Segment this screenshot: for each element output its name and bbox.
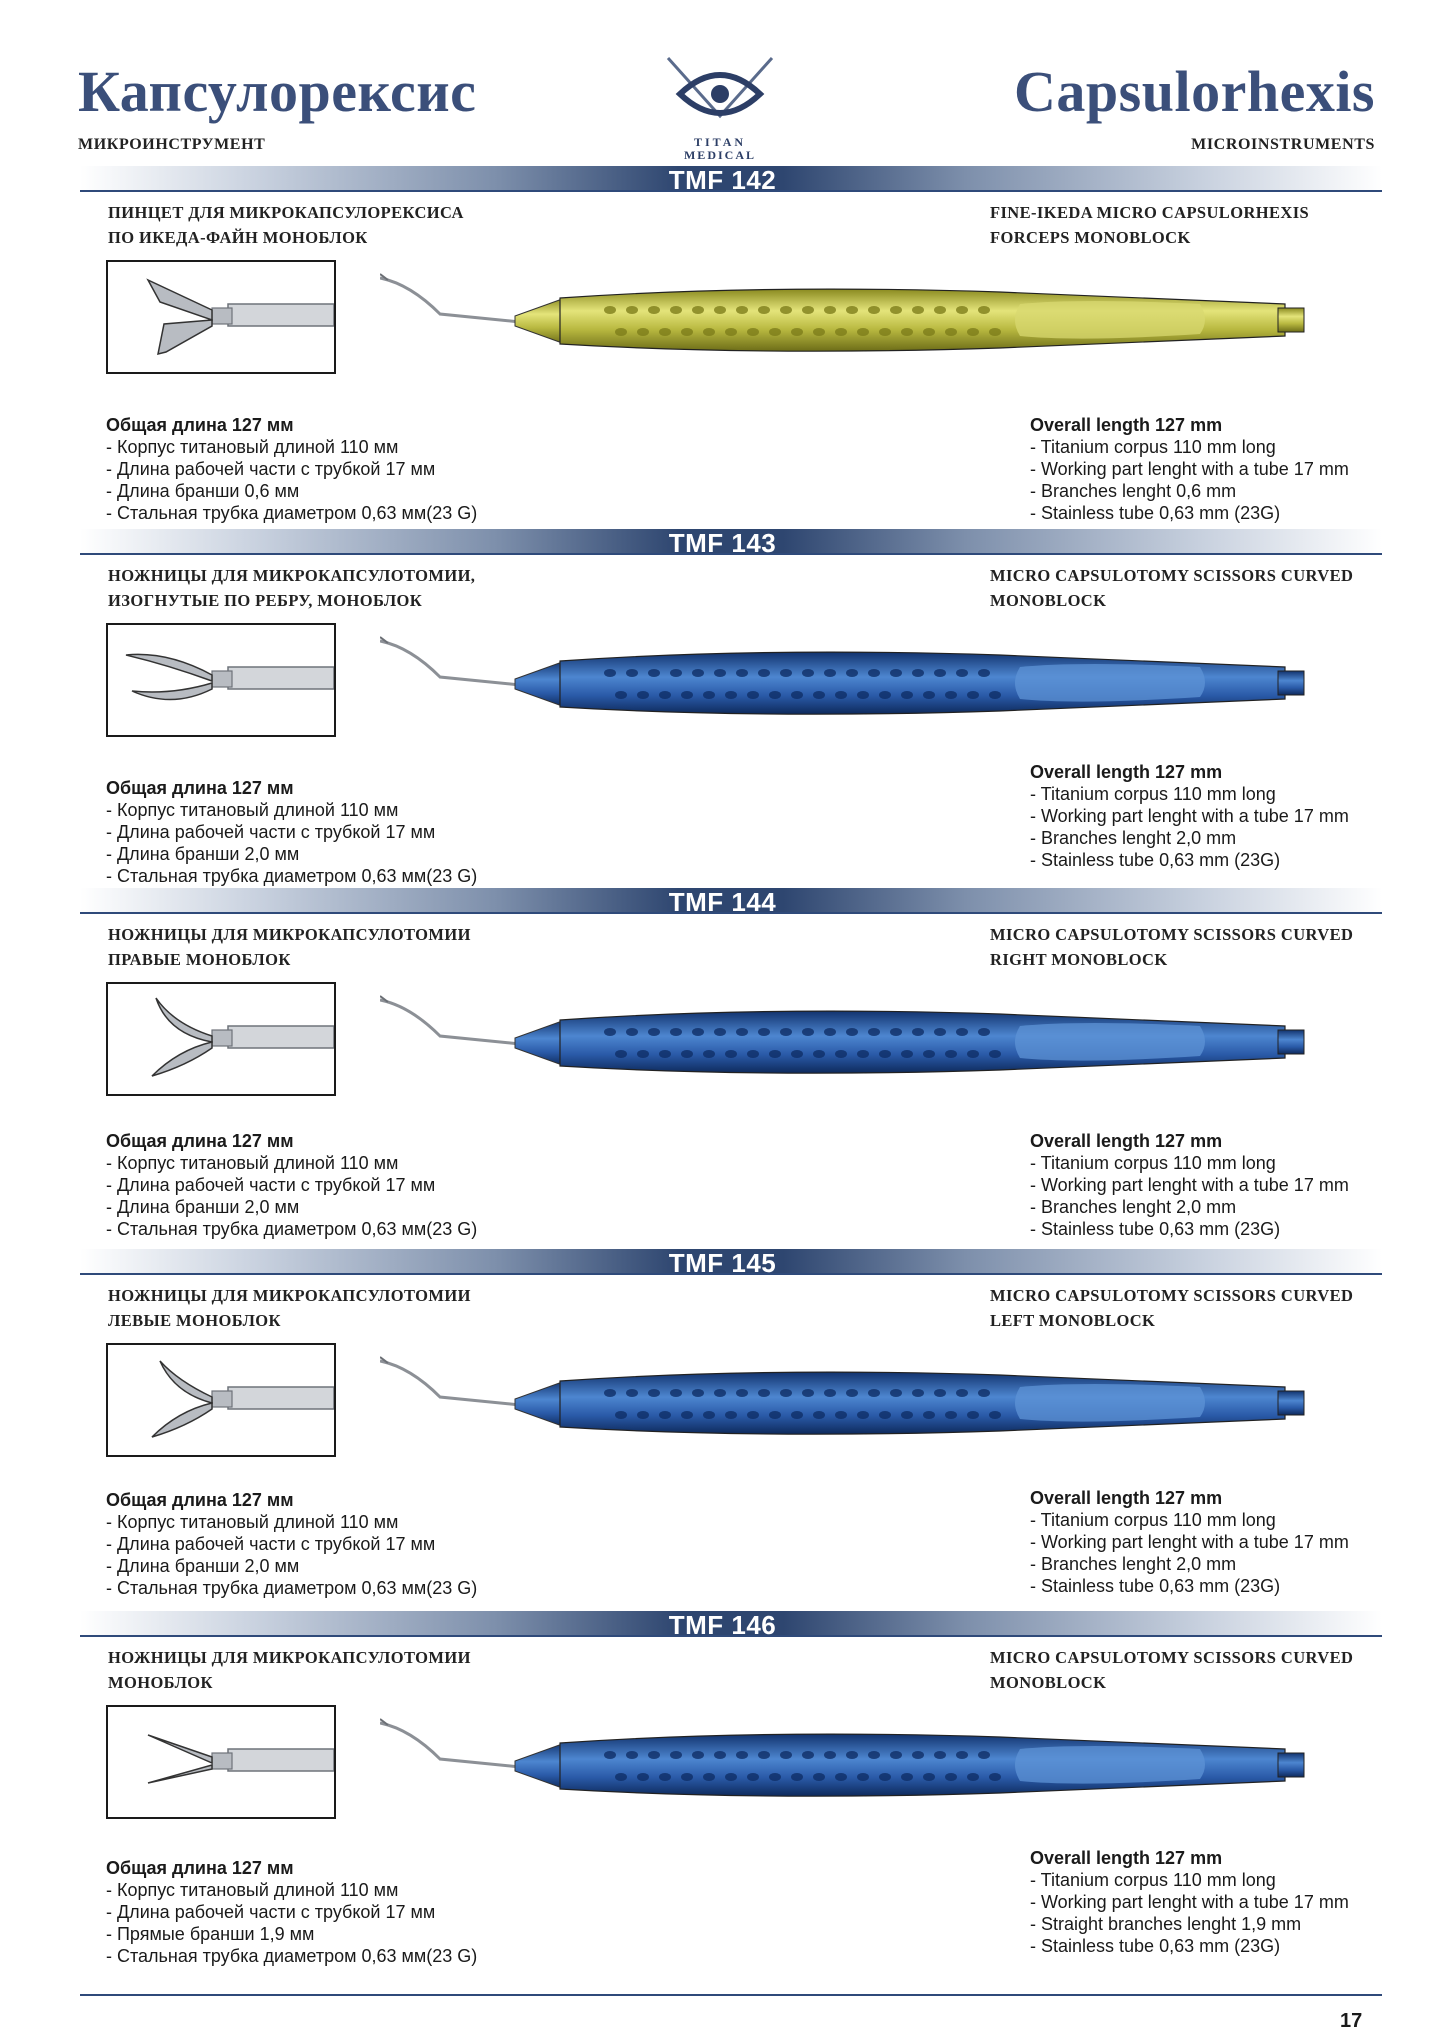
spec-list-en (1030, 1487, 1410, 1597)
overall-length-ru: Общая длина 127 мм (106, 415, 294, 435)
spec-item-en: - Working part lenght with a tube 17 mm (1030, 1175, 1349, 1195)
spec-item-ru: - Корпус титановый длиной 110 мм (106, 1153, 399, 1173)
spec-item-en: - Branches lenght 2,0 mm (1030, 1197, 1237, 1217)
spec-list-en (1030, 414, 1410, 524)
spec-list-ru (106, 414, 586, 524)
spec-list-ru (106, 1130, 586, 1240)
page-title-ru: Капсулорексис (78, 59, 477, 124)
heading-line: ПО ИКЕДА-ФАЙН МОНОБЛОК (108, 228, 368, 247)
spec-item-en: - Stainless tube 0,63 mm (23G) (1030, 1576, 1281, 1596)
product-code: TMF 146 (668, 1610, 777, 1640)
heading-line: MICRO CAPSULOTOMY SCISSORS CURVED (990, 1648, 1354, 1667)
spec-item-ru: - Длина бранши 2,0 мм (106, 1556, 300, 1576)
spec-item-ru: - Стальная трубка диаметром 0,63 мм(23 G) (106, 1946, 478, 1966)
instrument-handle-icon (380, 1685, 1310, 1835)
spec-item-ru: - Длина рабочей части с трубкой 17 мм (106, 1902, 436, 1922)
spec-item-en: - Branches lenght 2,0 mm (1030, 828, 1237, 848)
spec-item-en: - Titanium corpus 110 mm long (1030, 1153, 1276, 1173)
product-section (0, 1611, 1445, 1973)
heading-line: MICRO CAPSULOTOMY SCISSORS CURVED (990, 566, 1354, 585)
overall-length-en: Overall length 127 mm (1030, 1488, 1223, 1508)
spec-item-ru: - Корпус титановый длиной 110 мм (106, 437, 399, 457)
heading-line: MONOBLOCK (990, 1673, 1107, 1692)
page-subtitle-ru: МИКРОИНСТРУМЕНТ (78, 136, 266, 153)
heading-line: ПРАВЫЕ МОНОБЛОК (108, 950, 291, 969)
spec-item-ru: - Стальная трубка диаметром 0,63 мм(23 G) (106, 503, 478, 523)
page-number: 17 (1340, 2010, 1363, 2032)
product-section (0, 888, 1445, 1250)
instrument-handle-icon (380, 603, 1310, 753)
titan-medical-logo-icon (650, 50, 790, 160)
overall-length-ru: Общая длина 127 мм (106, 778, 294, 798)
spec-item-en: - Titanium corpus 110 mm long (1030, 784, 1276, 804)
product-section (0, 166, 1445, 528)
spec-item-en: - Working part lenght with a tube 17 mm (1030, 1892, 1349, 1912)
product-code: TMF 143 (668, 528, 777, 558)
heading-line: ЛЕВЫЕ МОНОБЛОК (108, 1311, 281, 1330)
heading-line: МОНОБЛОК (108, 1673, 213, 1692)
spec-item-ru: - Корпус титановый длиной 110 мм (106, 800, 399, 820)
spec-item-en: - Titanium corpus 110 mm long (1030, 1870, 1276, 1890)
spec-item-ru: - Стальная трубка диаметром 0,63 мм(23 G) (106, 1578, 478, 1598)
heading-line: НОЖНИЦЫ ДЛЯ МИКРОКАПСУЛОТОМИИ, (108, 566, 476, 585)
product-code: TMF 144 (668, 887, 777, 917)
heading-line: НОЖНИЦЫ ДЛЯ МИКРОКАПСУЛОТОМИИ (108, 925, 471, 944)
heading-line: LEFT MONOBLOCK (990, 1311, 1156, 1330)
spec-item-en: - Stainless tube 0,63 mm (23G) (1030, 1219, 1281, 1239)
spec-item-en: - Titanium corpus 110 mm long (1030, 437, 1276, 457)
product-section (0, 529, 1445, 891)
spec-item-en: - Working part lenght with a tube 17 mm (1030, 459, 1349, 479)
heading-line: НОЖНИЦЫ ДЛЯ МИКРОКАПСУЛОТОМИИ (108, 1648, 471, 1667)
spec-item-en: - Branches lenght 0,6 mm (1030, 481, 1237, 501)
overall-length-en: Overall length 127 mm (1030, 1848, 1223, 1868)
bottom-divider (80, 1994, 1382, 1996)
scissors-tip-icon (106, 1705, 336, 1819)
heading-line: НОЖНИЦЫ ДЛЯ МИКРОКАПСУЛОТОМИИ (108, 1286, 471, 1305)
overall-length-ru: Общая длина 127 мм (106, 1490, 294, 1510)
spec-item-ru: - Стальная трубка диаметром 0,63 мм(23 G) (106, 1219, 478, 1239)
heading-line: MICRO CAPSULOTOMY SCISSORS CURVED (990, 925, 1354, 944)
overall-length-en: Overall length 127 mm (1030, 762, 1223, 782)
spec-list-ru (106, 777, 586, 887)
spec-item-en: - Titanium corpus 110 mm long (1030, 1510, 1276, 1530)
spec-item-ru: - Длина рабочей части с трубкой 17 мм (106, 459, 436, 479)
instrument-handle-icon (380, 962, 1310, 1112)
spec-item-en: - Working part lenght with a tube 17 mm (1030, 1532, 1349, 1552)
heading-line: RIGHT MONOBLOCK (990, 950, 1168, 969)
heading-line: MONOBLOCK (990, 591, 1107, 610)
product-code: TMF 145 (668, 1248, 777, 1278)
spec-list-ru (106, 1489, 586, 1599)
scissors-tip-icon (106, 623, 336, 737)
spec-item-ru: - Длина рабочей части с трубкой 17 мм (106, 1175, 436, 1195)
page-title-en: Capsulorhexis (1013, 59, 1375, 124)
spec-item-en: - Stainless tube 0,63 mm (23G) (1030, 850, 1281, 870)
product-code: TMF 142 (668, 165, 777, 195)
spec-item-en: - Straight branches lenght 1,9 mm (1030, 1914, 1302, 1934)
spec-item-ru: - Длина рабочей части с трубкой 17 мм (106, 822, 436, 842)
overall-length-en: Overall length 127 mm (1030, 1131, 1223, 1151)
spec-item-en: - Working part lenght with a tube 17 mm (1030, 806, 1349, 826)
heading-line: FORCEPS MONOBLOCK (990, 228, 1191, 247)
spec-item-en: - Stainless tube 0,63 mm (23G) (1030, 1936, 1281, 1956)
overall-length-ru: Общая длина 127 мм (106, 1858, 294, 1878)
spec-item-ru: - Длина бранши 2,0 мм (106, 844, 300, 864)
spec-item-ru: - Длина бранши 2,0 мм (106, 1197, 300, 1217)
instrument-handle-icon (380, 240, 1310, 390)
page-subtitle-en: MICROINSTRUMENTS (1191, 136, 1375, 153)
logo-text-medical: MEDICAL (683, 148, 757, 160)
spec-list-en (1030, 761, 1410, 871)
spec-list-en (1030, 1130, 1410, 1240)
product-section (0, 1249, 1445, 1611)
spec-item-ru: - Корпус титановый длиной 110 мм (106, 1880, 399, 1900)
scissors-tip-icon (106, 982, 336, 1096)
forceps-tip-icon (106, 260, 336, 374)
spec-item-en: - Branches lenght 2,0 mm (1030, 1554, 1237, 1574)
heading-line: MICRO CAPSULOTOMY SCISSORS CURVED (990, 1286, 1354, 1305)
spec-item-en: - Stainless tube 0,63 mm (23G) (1030, 503, 1281, 523)
spec-item-ru: - Корпус титановый длиной 110 мм (106, 1512, 399, 1532)
heading-line: FINE-IKEDA MICRO CAPSULORHEXIS (990, 203, 1310, 222)
overall-length-ru: Общая длина 127 мм (106, 1131, 294, 1151)
instrument-handle-icon (380, 1323, 1310, 1473)
spec-item-ru: - Длина бранши 0,6 мм (106, 481, 300, 501)
spec-item-ru: - Прямые бранши 1,9 мм (106, 1924, 315, 1944)
spec-item-ru: - Стальная трубка диаметром 0,63 мм(23 G) (106, 866, 478, 886)
spec-item-ru: - Длина рабочей части с трубкой 17 мм (106, 1534, 436, 1554)
heading-line: ИЗОГНУТЫЕ ПО РЕБРУ, МОНОБЛОК (108, 591, 423, 610)
spec-list-en (1030, 1847, 1410, 1957)
logo-text-titan: TITAN (693, 135, 747, 149)
spec-list-ru (106, 1857, 586, 1967)
scissors-tip-icon (106, 1343, 336, 1457)
heading-line: ПИНЦЕТ ДЛЯ МИКРОКАПСУЛОРЕКСИСА (108, 203, 464, 222)
overall-length-en: Overall length 127 mm (1030, 415, 1223, 435)
